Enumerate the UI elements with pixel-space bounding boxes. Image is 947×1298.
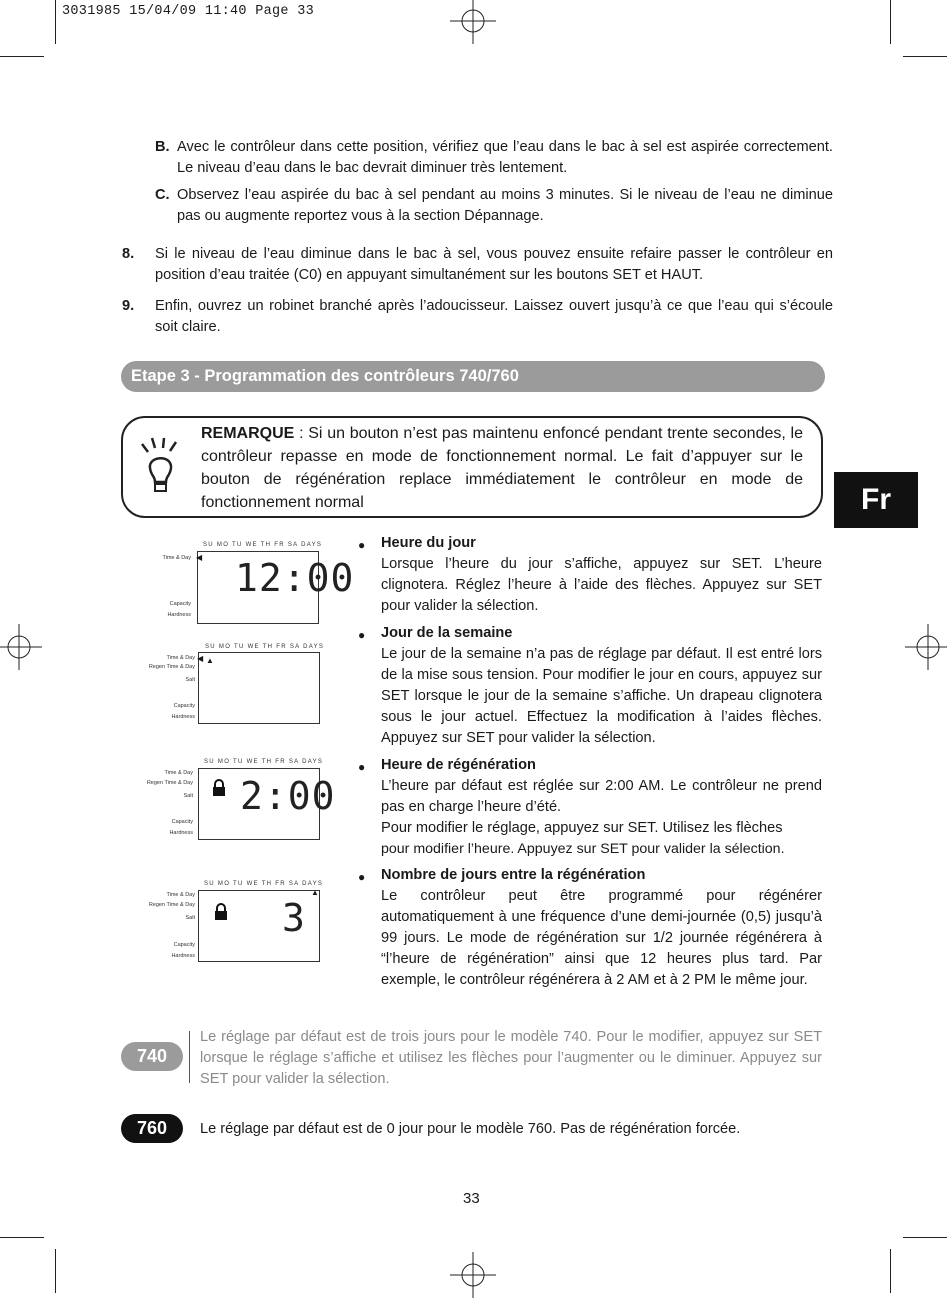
bullet-icon: ● [358, 760, 366, 774]
lcd-label-time-day: Time & Day [162, 555, 191, 561]
lcd-label-time-day: Time & Day [166, 892, 195, 898]
step-text: Si le niveau de l’eau diminue dans le bac à sel, vous pouvez ensuite refaire passer le contrôleur en position d’eau traitée (C0) en appuyant simultanément sur les boutons SET et HAUT. [155, 246, 833, 283]
lcd-label-hardness: Hardness [171, 953, 195, 959]
lcd-value: 3 [282, 896, 306, 940]
lcd-label-hardness: Hardness [169, 830, 193, 836]
lcd-label-regen-time: Regen Time & Day [148, 664, 195, 670]
crop-mark [55, 0, 56, 44]
note-body: : Si un bouton n’est pas maintenu enfoncé pendant trente secondes, le contrôleur repasse en mode de fonctionnement normal. Le fait d’appuyer sur le bouton de régénération replace immédiatement le contrôleur en mode de fonctionnement normal [201, 425, 803, 511]
crop-mark [903, 1237, 947, 1238]
section-title: Etape 3 - Programmation des contrôleurs 740/760 [121, 361, 825, 392]
lcd-label-capacity: Capacity [173, 942, 195, 948]
bullet-text: Le jour de la semaine n’a pas de réglage par défaut. Il est entré lors de la mise sous tension. Pour modifier le jour en cours, appuyez sur SET lorsque le jour de la semaine s’affiche. Un drapeau clignotera sous le jour actuel. Effectuez la modification à l’aides flèches. Appuyez sur SET pour valider la sélection. [381, 646, 822, 746]
lcd-label-salt: Salt [183, 793, 193, 799]
lcd-label-hardness: Hardness [167, 612, 191, 618]
step-text: Observez l’eau aspirée du bac à sel pendant au moins 3 minutes. Si le niveau de l’eau ne diminue pas ou augmente reportez vous à la section Dépannage. [177, 187, 833, 224]
lcd-days-header: SU MO TU WE TH FR SA DAYS [204, 881, 324, 887]
registration-mark-icon [905, 624, 947, 670]
lcd-label-salt: Salt [185, 915, 195, 921]
bullet-text-extra: pour modifier l’heure. Appuyez sur SET pour valider la sélection. [381, 841, 785, 857]
model-740-divider [189, 1031, 190, 1083]
indicator-arrow-icon: ◀ [196, 553, 203, 562]
lcd-days-header: SU MO TU WE TH FR SA DAYS [204, 759, 324, 765]
note-label: REMARQUE [201, 425, 295, 442]
lcd-days-header: SU MO TU WE TH FR SA DAYS [203, 542, 323, 548]
lcd-days-header: SU MO TU WE TH FR SA DAYS [205, 644, 325, 650]
crop-mark [890, 0, 891, 44]
model-740-badge: 740 [121, 1042, 183, 1071]
bullet-title: Nombre de jours entre la régénération [381, 867, 646, 883]
bullet-title: Jour de la semaine [381, 625, 513, 641]
language-tab: Fr [834, 472, 918, 528]
bullet-title: Heure du jour [381, 535, 476, 551]
lcd-value: 2:00 [240, 774, 336, 818]
lcd-label-capacity: Capacity [169, 601, 191, 607]
step-label: B. [155, 139, 170, 155]
lcd-label-regen-time: Regen Time & Day [148, 902, 195, 908]
lcd-label-regen-time: Regen Time & Day [146, 780, 193, 786]
lock-icon [212, 779, 226, 796]
lcd-display [198, 652, 320, 724]
bullet-title: Heure de régénération [381, 757, 536, 773]
print-slug: 3031985 15/04/09 11:40 Page 33 [62, 4, 315, 19]
bullet-icon: ● [358, 870, 366, 884]
crop-mark [903, 56, 947, 57]
step-label: C. [155, 187, 170, 203]
model-760-badge: 760 [121, 1114, 183, 1143]
bullet-icon: ● [358, 628, 366, 642]
lightbulb-icon [138, 436, 184, 496]
registration-mark-icon [0, 624, 42, 670]
step-text: Avec le contrôleur dans cette position, vérifiez que l’eau dans le bac à sel est aspirée correctement. Le niveau d’eau dans le bac devrait diminuer très lentement. [177, 139, 833, 176]
bullet-text: L’heure par défaut est réglée sur 2:00 AM. Le contrôleur ne prend pas en charge l’heure d’été. [381, 778, 822, 815]
registration-mark-icon [450, 1252, 496, 1298]
bullet-text-extra: Pour modifier le réglage, appuyez sur SET. Utilisez les flèches [381, 820, 783, 836]
crop-mark [0, 56, 44, 57]
lcd-label-salt: Salt [185, 677, 195, 683]
day-flag-icon: ▲ [206, 656, 214, 665]
lcd-label-capacity: Capacity [173, 703, 195, 709]
crop-mark [55, 1249, 56, 1293]
step-label: 8. [122, 246, 135, 262]
note-text [201, 422, 803, 514]
model-760-text: Le réglage par défaut est de 0 jour pour le modèle 760. Pas de régénération forcée. [200, 1121, 741, 1137]
lcd-label-hardness: Hardness [171, 714, 195, 720]
indicator-arrow-icon: ◀ [197, 654, 204, 663]
bullet-text: Le contrôleur peut être programmé pour régénérer automatiquement à une fréquence d’une demi-journée (0,5) jusqu’à 99 jours. Le mode de régénération sur 1/2 journée régénérera à “l’heure de régénération” ainsi que 12 heures plus tard. Par exemple, le contrôleur régénérera à 2 AM et à 2 PM le même jour. [381, 888, 822, 988]
step-label: 9. [122, 298, 135, 314]
page-number: 33 [463, 1190, 480, 1207]
crop-mark [890, 1249, 891, 1293]
lcd-label-time-day: Time & Day [166, 655, 195, 661]
lcd-label-capacity: Capacity [171, 819, 193, 825]
registration-mark-icon [450, 0, 496, 44]
lcd-value: 12:00 [235, 556, 355, 600]
lock-icon [214, 903, 228, 920]
bullet-text: Lorsque l’heure du jour s’affiche, appuyez sur SET. L’heure clignotera. Réglez l’heure à l’aide des flèches. Appuyez sur SET pour valider la sélection. [381, 556, 822, 614]
step-text: Enfin, ouvrez un robinet branché après l’adoucisseur. Laissez ouvert jusqu’à ce que l’eau qui s’écoule soit claire. [155, 298, 833, 335]
model-740-text: Le réglage par défaut est de trois jours pour le modèle 740. Pour le modifier, appuyez sur SET lorsque le réglage s’affiche et utilisez les flèches pour l’augmenter ou le diminuer. Appuyez sur SET pour valider la sélection. [200, 1029, 822, 1087]
lcd-label-time-day: Time & Day [164, 770, 193, 776]
days-flag-icon: ▲ [311, 888, 319, 897]
bullet-icon: ● [358, 538, 366, 552]
crop-mark [0, 1237, 44, 1238]
